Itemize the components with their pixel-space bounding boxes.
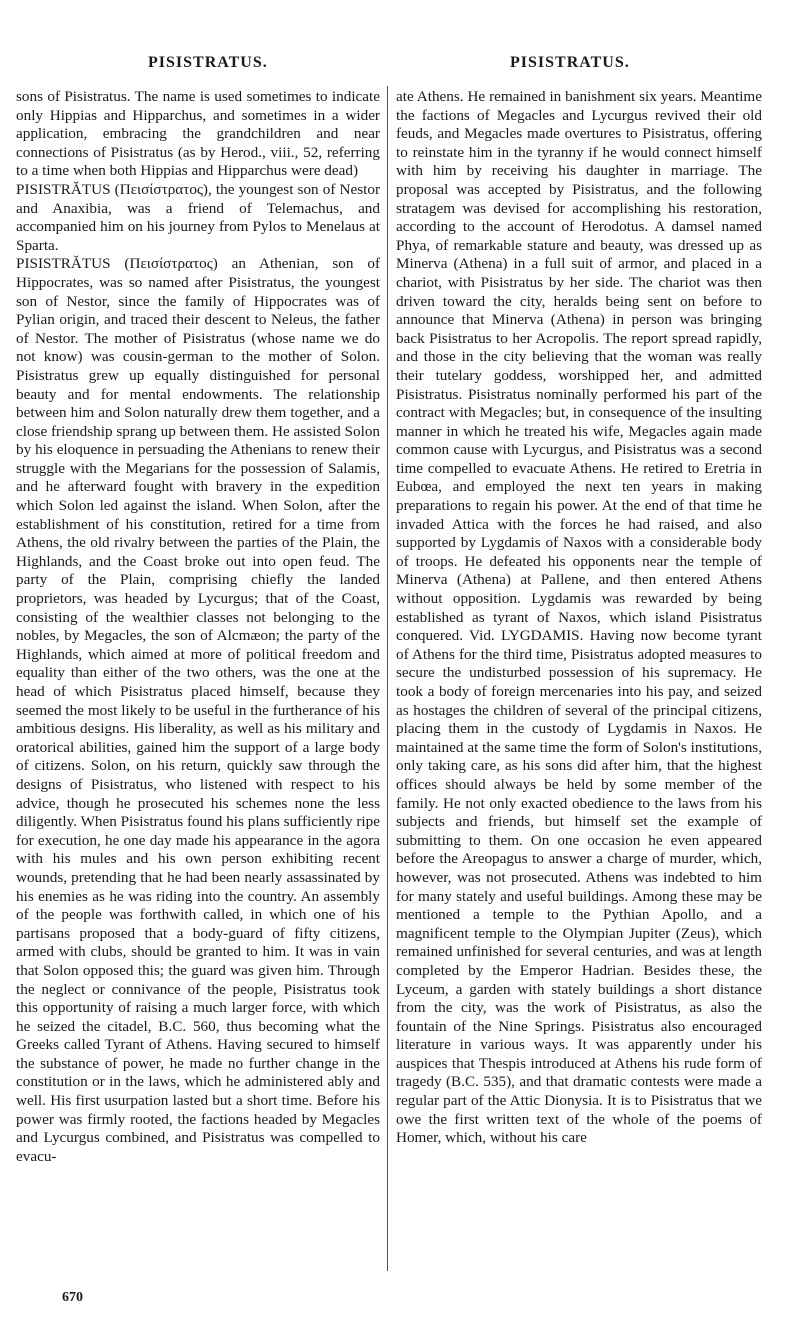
page-number: 670 bbox=[62, 1290, 83, 1305]
running-head-right: PISISTRATUS. bbox=[510, 54, 630, 71]
entry-pisistratus-athenian: PISISTRĂTUS (Πεισίστρατος) an Athenian, son of Hippocrates, was so named after Pisistratus, the youngest son of Nestor, since the family of Hippocrates was of Pylian origin, and traced their descent to Neleus, the father of Nestor. The mother of Pisistratus (whose name we do not know) was cousin-german to the mother of Solon. Pisistratus grew up equally distinguished for personal beauty and for mental endowments. The relationship between him and Solon naturally drew them together, and a close friendship sprang up between them. He assisted Solon by his eloquence in persuading the Athenians to renew their struggle with the Megarians for the possession of Salamis, and he afterward fought with bravery in the expedition which Solon led against the island. When Solon, after the establishment of his constitution, retired for a time from Athens, the old rivalry between the parties of the Plain, the Highlands, and the Coast broke out into open feud. The party of the Plain, comprising chiefly the landed proprietors, was headed by Lycurgus; that of the Coast, consisting of the wealthier classes not belonging to the nobles, by Megacles, the son of Alcmæon; the party of the Highlands, which aimed at more of political freedom and equality than either of the two others, was the one at the head of which Pisistratus placed himself, because they seemed the most likely to be useful in the furtherance of his ambitious designs. His liberality, as well as his military and oratorical abilities, gained him the support of a large body of citizens. Solon, on his return, quickly saw through the designs of Pisistratus, who listened with respect to his advice, though he prosecuted his schemes none the less diligently. When Pisistratus found his plans sufficiently ripe for execution, he one day made his appearance in the agora with his mules and his own person exhibiting recent wounds, pretending that he had been nearly assassinated by his enemies as he was riding into the country. An assembly of the people was forthwith called, in which one of his partisans proposed that a body-guard of fifty citizens, armed with clubs, should be granted to him. It was in vain that Solon opposed this; the guard was given him. Through the neglect or connivance of the people, Pisistratus took this opportunity of raising a much larger force, with which he seized the citadel, B.C. 560, thus becoming what the Greeks called Tyrant of Athens. Having secured to himself the substance of power, he made no further change in the constitution or in the laws, which he administered ably and well. His first usurpation lasted but a short time. Before his power was firmly rooted, the factions headed by Megacles and Lycurgus combined, and Pisistratus was compelled to evacu- bbox=[16, 255, 381, 1165]
entry-continuation-right: ate Athens. He remained in banishment six years. Meantime the factions of Megacles and Lycurgus revived their old feuds, and Megacles made overtures to Pisistratus, offering to reinstate him in the tyranny if he would connect himself with him by receiving his daughter in marriage. The proposal was accepted by Pisistratus, and the following stratagem was devised for accomplishing his restoration, according to the account of Herodotus. A damsel named Phya, of remarkable stature and beauty, was dressed up as Minerva (Athena) in a full suit of armor, and placed in a chariot, with Pisistratus by her side. The chariot was then driven toward the city, heralds being sent on before to announce that Minerva (Athena) in person was bringing back Pisistratus to her Acropolis. The report spread rapidly, and those in the city believing that the woman was really their tutelary goddess, worshipped her, and admitted Pisistratus. Pisistratus nominally performed his part of the contract with Megacles; but, in consequence of the insulting manner in which he treated his wife, Megacles again made common cause with Lycurgus, and Pisistratus was a second time compelled to evacuate Athens. He retired to Eretria in Eubœa, and employed the next ten years in making preparations to regain his power. At the end of that time he invaded Attica with the forces he had raised, and also supported by Lygdamis of Naxos with a considerable body of troops. He defeated his opponents near the temple of Minerva (Athena) at Pallene, and then entered Athens without opposition. Lygdamis was rewarded by being established as tyrant of Naxos, which island Pisistratus conquered. Vid. LYGDAMIS. Having now become tyrant of Athens for the third time, Pisistratus adopted measures to secure the undisturbed possession of his supremacy. He took a body of foreign mercenaries into his pay, and seized as hostages the children of several of the principal citizens, placing them in the custody of Lygdamis in Naxos. He maintained at the same time the form of Solon's institutions, only taking care, as his sons did after him, that the highest offices should always be held by some member of the family. He not only exacted obedience to the laws from his subjects and friends, but himself set the example of submitting to them. On one occasion he even appeared before the Areopagus to answer a charge of murder, which, however, was not prosecuted. Athens was indebted to him for many stately and useful buildings. Among these may be mentioned a temple to the Pythian Apollo, and a magnificent temple to the Olympian Jupiter (Zeus), which remained unfinished for several centuries, and was at length completed by the Emperor Hadrian. Besides these, the Lyceum, a garden with stately buildings a short distance from the city, was the work of Pisistratus, as also the fountain of the Nine Springs. Pisistratus also encouraged literature in various ways. It was apparently under his auspices that Thespis introduced at Athens his rude form of tragedy (B.C. 535), and that dramatic contests were made a regular part of the Attic Dionysia. It is to Pisistratus that we owe the first written text of the whole of the poems of Homer, which, without his care bbox=[396, 88, 762, 1147]
entry-continuation: sons of Pisistratus. The name is used sometimes to indicate only Hippias and Hipparchus, and sometimes in a wider application, embracing the grandchildren and near connections of Pisistratus (as by Herod., viii., 52, referring to a time when both Hippias and Hipparchus were dead) bbox=[16, 88, 380, 180]
running-head-left: PISISTRATUS. bbox=[148, 54, 268, 71]
entry-pisistratus-son-of-nestor: PISISTRĂTUS (Πεισίστρατος), the youngest son of Nestor and Anaxibia, was a friend of Telemachus, and accompanied him on his journey from Pylos to Menelaus at Sparta. bbox=[16, 180, 380, 254]
column-divider bbox=[387, 86, 388, 1271]
right-column bbox=[396, 88, 762, 1148]
left-column bbox=[16, 88, 380, 1166]
